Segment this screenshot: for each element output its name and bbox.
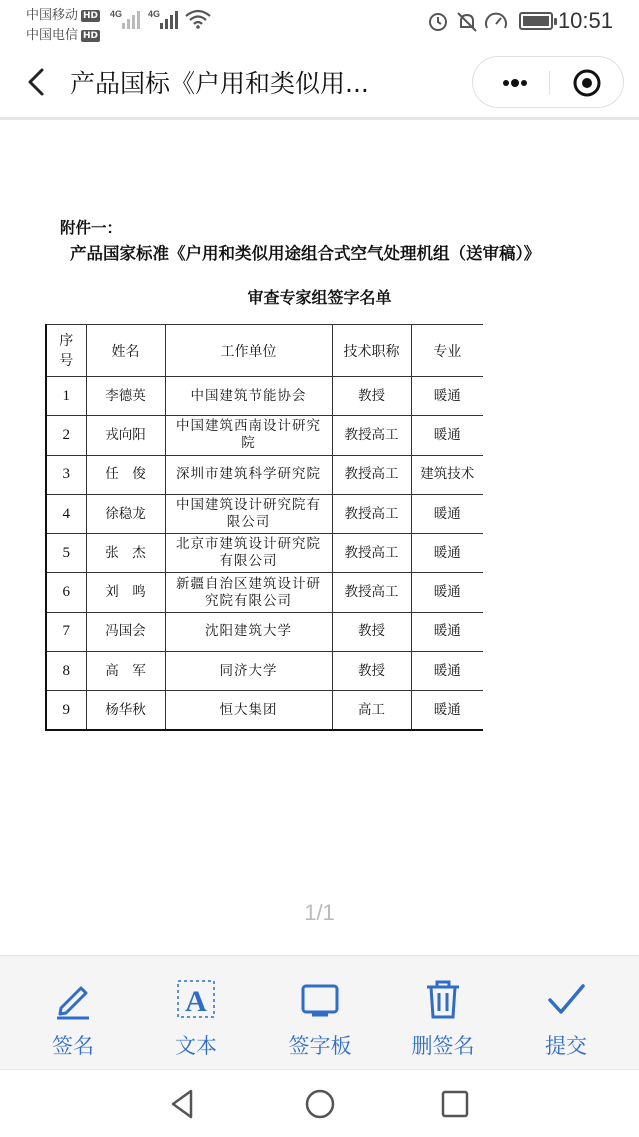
cell-unit: 沈阳建筑大学	[165, 612, 332, 651]
cell-unit: 中国建筑西南设计研究院	[165, 416, 332, 455]
mini-program-capsule	[472, 56, 624, 108]
system-nav-bar	[0, 1069, 639, 1137]
attachment-label: 附件一：	[60, 218, 123, 237]
sign-button[interactable]	[18, 956, 128, 1070]
cell-major: 暖通	[411, 494, 483, 533]
header-name: 姓名	[86, 325, 165, 377]
cell-unit: 同济大学	[165, 652, 332, 691]
cell-title: 教授高工	[332, 455, 411, 494]
back-icon[interactable]	[18, 62, 54, 102]
cell-name: 任 俊	[86, 455, 165, 494]
speed-icon	[486, 14, 506, 28]
table-row	[46, 534, 483, 573]
cell-name: 徐稳龙	[86, 494, 165, 533]
signal-icon	[148, 8, 180, 30]
more-icon[interactable]	[495, 63, 535, 103]
cell-major: 建筑技术	[411, 455, 483, 494]
text-button[interactable]	[141, 956, 251, 1070]
document-subtitle: 审查专家组签字名单	[247, 288, 392, 307]
page-title: 产品国标《户用和类似用...	[70, 69, 369, 98]
submit-label: 提交	[545, 1035, 587, 1058]
text-label: 文本	[175, 1035, 217, 1058]
submit-button[interactable]	[511, 956, 621, 1070]
cell-major: 暖通	[411, 416, 483, 455]
cell-unit: 恒大集团	[165, 691, 332, 730]
wifi-icon	[184, 8, 212, 30]
cell-title: 教授高工	[332, 494, 411, 533]
cell-title: 教授	[332, 377, 411, 416]
clock: 10:51	[557, 8, 613, 33]
cell-unit: 新疆自治区建筑设计研究院有限公司	[165, 573, 332, 612]
nav-back-icon[interactable]	[165, 1086, 201, 1122]
close-target-icon[interactable]	[567, 63, 607, 103]
table-row	[46, 494, 483, 533]
header-major: 专业	[411, 325, 483, 377]
header-title: 技术职称	[332, 325, 411, 377]
cell-major: 暖通	[411, 377, 483, 416]
cell-major: 暖通	[411, 612, 483, 651]
cell-name: 李德英	[86, 377, 165, 416]
cell-name: 冯国会	[86, 612, 165, 651]
signal-icon	[110, 8, 142, 30]
svg-text:A: A	[185, 985, 207, 1018]
table-row	[46, 416, 483, 455]
table-row	[46, 652, 483, 691]
cell-title: 教授	[332, 612, 411, 651]
cell-title: 教授高工	[332, 534, 411, 573]
cell-no: 2	[46, 416, 86, 455]
table-row	[46, 377, 483, 416]
cell-unit: 北京市建筑设计研究院有限公司	[165, 534, 332, 573]
mute-icon	[458, 13, 476, 31]
cell-major: 暖通	[411, 691, 483, 730]
table-row	[46, 691, 483, 730]
cell-name: 杨华秋	[86, 691, 165, 730]
cell-title: 教授高工	[332, 573, 411, 612]
trash-icon	[423, 978, 463, 1020]
svg-text:4G: 4G	[110, 9, 123, 19]
cell-no: 3	[46, 455, 86, 494]
bottom-toolbar	[0, 955, 639, 1069]
nav-recents-icon[interactable]	[437, 1086, 473, 1122]
app-header	[0, 46, 639, 120]
cell-no: 1	[46, 377, 86, 416]
cell-title: 教授高工	[332, 416, 411, 455]
signature-pad-label: 签字板	[288, 1035, 352, 1058]
cell-name: 高 军	[86, 652, 165, 691]
document-title: 产品国家标准《户用和类似用途组合式空气处理机组（送审稿）》	[70, 244, 541, 263]
cell-name: 戎向阳	[86, 416, 165, 455]
cell-name: 张 杰	[86, 534, 165, 573]
header-unit: 工作单位	[165, 325, 332, 377]
delete-signature-label: 删签名	[411, 1035, 475, 1058]
table-row	[46, 612, 483, 651]
cell-major: 暖通	[411, 652, 483, 691]
cell-major: 暖通	[411, 573, 483, 612]
tablet-icon	[300, 978, 340, 1020]
text-icon	[176, 978, 216, 1020]
document-viewer[interactable]	[0, 120, 639, 955]
pen-icon	[53, 978, 93, 1020]
status-bar	[0, 0, 639, 46]
cell-title: 高工	[332, 691, 411, 730]
cell-no: 6	[46, 573, 86, 612]
signature-table	[45, 324, 483, 731]
status-icons	[427, 10, 511, 34]
nav-home-icon[interactable]	[302, 1086, 338, 1122]
cell-title: 教授	[332, 652, 411, 691]
battery-icon	[519, 12, 553, 30]
delete-signature-button[interactable]	[388, 956, 498, 1070]
check-icon	[546, 978, 586, 1020]
table-row	[46, 573, 483, 612]
cell-unit: 中国建筑设计研究院有限公司	[165, 494, 332, 533]
alarm-icon	[430, 14, 446, 30]
cell-no: 7	[46, 612, 86, 651]
table-row	[46, 455, 483, 494]
sign-label: 签名	[52, 1035, 94, 1058]
cell-no: 5	[46, 534, 86, 573]
cell-unit: 深圳市建筑科学研究院	[165, 455, 332, 494]
signature-pad-button[interactable]	[265, 956, 375, 1070]
cell-major: 暖通	[411, 534, 483, 573]
cell-no: 4	[46, 494, 86, 533]
page-indicator: 1/1	[304, 900, 335, 925]
cell-no: 9	[46, 691, 86, 730]
cell-no: 8	[46, 652, 86, 691]
carrier-1: 中国移动 HD	[26, 8, 99, 23]
svg-text:4G: 4G	[148, 9, 161, 19]
header-no: 序号	[46, 325, 86, 377]
carrier-2: 中国电信 HD	[26, 28, 99, 43]
cell-name: 刘 鸣	[86, 573, 165, 612]
cell-unit: 中国建筑节能协会	[165, 377, 332, 416]
